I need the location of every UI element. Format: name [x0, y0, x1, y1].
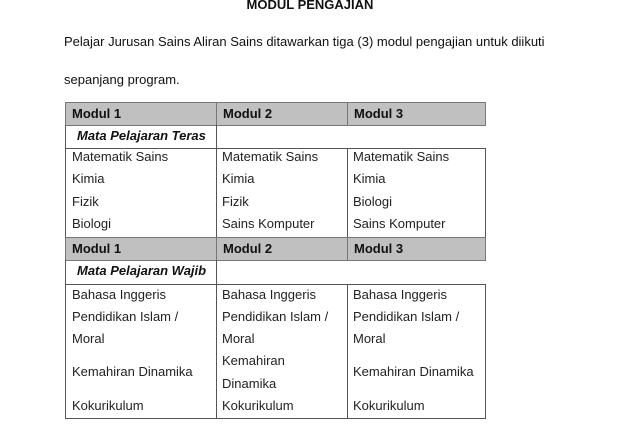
document-title: MODUL PENGAJIAN — [246, 0, 374, 12]
wajib-subject: Kemahiran Dinamika — [72, 364, 193, 379]
intro-line-2: sepanjang program. — [64, 72, 180, 87]
teras-subject: Kimia — [222, 171, 255, 187]
header-modul-2: Modul 2 — [216, 102, 348, 126]
teras-subject: Sains Komputer — [222, 215, 315, 231]
wajib-subject: Kokurikulum — [72, 398, 144, 413]
wajib-subject: Kokurikulum — [222, 398, 294, 413]
wajib-subject: Dinamika — [222, 376, 277, 391]
header-modul-1: Modul 1 — [65, 102, 217, 126]
wajib-subject: Moral — [222, 331, 255, 346]
wajib-subject: Pendidikan Islam / — [72, 309, 179, 324]
wajib-subject: Pendidikan Islam / — [353, 309, 460, 324]
teras-subject: Matematik Sains — [72, 149, 169, 164]
teras-subject: Kimia — [353, 171, 386, 187]
wajib-subject: Kemahiran — [222, 353, 285, 368]
teras-subject: Kimia — [72, 171, 105, 187]
teras-subject: Fizik — [222, 193, 249, 209]
wajib-subject: Kokurikulum — [353, 398, 425, 413]
wajib-subject: Pendidikan Islam / — [222, 309, 329, 324]
section-wajib-label: Mata Pelajaran Wajib — [65, 260, 217, 285]
teras-subject: Biologi — [72, 215, 112, 231]
header-modul-3-wajib: Modul 3 — [347, 237, 486, 261]
header-modul-3: Modul 3 — [347, 102, 486, 126]
teras-subject: Biologi — [353, 193, 393, 209]
wajib-subject: Moral — [72, 331, 105, 346]
header-modul-2-wajib: Modul 2 — [216, 237, 348, 261]
wajib-subject: Kemahiran Dinamika — [353, 364, 474, 379]
teras-subject: Fizik — [72, 193, 99, 209]
wajib-subject: Bahasa Inggeris — [353, 287, 447, 302]
section-teras-label: Mata Pelajaran Teras — [65, 125, 217, 149]
teras-subject: Matematik Sains — [353, 149, 450, 164]
wajib-subject: Moral — [353, 331, 386, 346]
teras-subject: Matematik Sains — [222, 149, 319, 164]
wajib-subject: Bahasa Inggeris — [222, 287, 316, 302]
header-modul-1-wajib: Modul 1 — [65, 237, 217, 261]
teras-subject: Sains Komputer — [353, 215, 446, 231]
intro-line-1: Pelajar Jurusan Sains Aliran Sains ditawarkan tiga (3) modul pengajian untuk diikuti — [64, 34, 545, 49]
wajib-subject: Bahasa Inggeris — [72, 287, 166, 302]
